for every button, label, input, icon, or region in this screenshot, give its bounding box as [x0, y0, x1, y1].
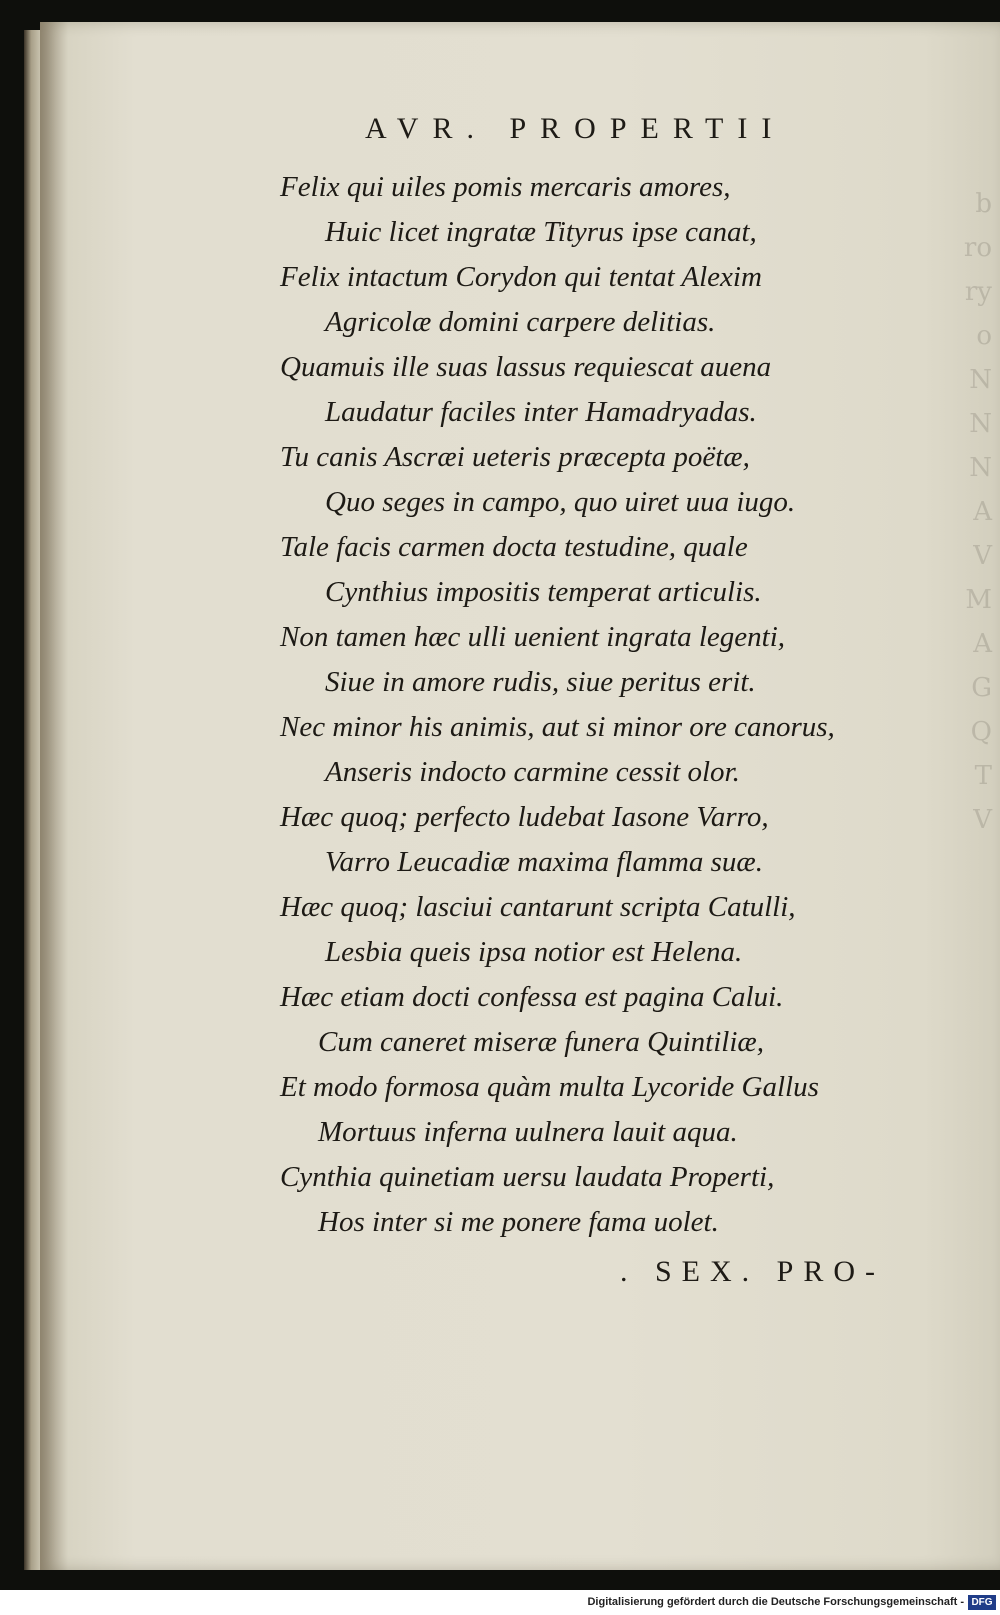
verse-line: Tale facis carmen docta testudine, quale [280, 531, 748, 563]
verse-line: Lesbia queis ipsa notior est Helena. [325, 936, 743, 968]
verse-line: Quo seges in campo, quo uiret uua iugo. [325, 486, 796, 518]
verse-line: Et modo formosa quàm multa Lycoride Gallus [280, 1071, 819, 1103]
verse-line: Siue in amore rudis, siue peritus erit. [325, 666, 756, 698]
verse-line: Nec minor his animis, aut si minor ore canorus, [280, 711, 835, 743]
verse-line: Varro Leucadiæ maxima flamma suæ. [325, 846, 763, 878]
catchword: . SEX. PRO- [620, 1255, 886, 1288]
verse-line: Hæc quoq; lasciui cantarunt scripta Catulli, [280, 891, 796, 923]
verse-line: Laudatur faciles inter Hamadryadas. [325, 396, 757, 428]
verse-line: Hæc quoq; perfecto ludebat Iasone Varro, [280, 801, 769, 833]
poem-verses [280, 165, 920, 1245]
verse-line: Cynthia quinetiam uersu laudata Properti, [280, 1161, 775, 1193]
verse-line: Huic licet ingratæ Tityrus ipse canat, [325, 216, 757, 248]
dfg-logo: DFG [968, 1595, 996, 1610]
bleed-through-text: b ro ry o N N N A V M A G Q T V [963, 189, 992, 835]
verse-line: Felix intactum Corydon qui tentat Alexim [280, 261, 762, 293]
verse-line: Tu canis Ascræi ueteris præcepta poëtæ, [280, 441, 750, 473]
verse-line: Anseris indocto carmine cessit olor. [325, 756, 740, 788]
verse-line: Felix qui uiles pomis mercaris amores, [280, 171, 731, 203]
verse-line: Quamuis ille suas lassus requiescat auena [280, 351, 772, 383]
verse-line: Cynthius impositis temperat articulis. [325, 576, 762, 608]
running-head: AVR. PROPERTII [365, 112, 786, 145]
verse-line: Hæc etiam docti confessa est pagina Calui. [280, 981, 784, 1013]
footer-credit: Digitalisierung gefördert durch die Deutsche Forschungsgemeinschaft - [587, 1596, 964, 1608]
verse-line: Agricolæ domini carpere delitias. [325, 306, 716, 338]
verse-line: Hos inter si me ponere fama uolet. [318, 1206, 719, 1238]
digitization-footer [0, 1593, 1000, 1615]
page-gutter-shadow [40, 22, 68, 1570]
verse-line: Non tamen hæc ulli uenient ingrata legenti, [280, 621, 786, 653]
verse-line: Mortuus inferna uulnera lauit aqua. [318, 1116, 738, 1148]
verse-line: Cum caneret miseræ funera Quintiliæ, [318, 1026, 764, 1058]
